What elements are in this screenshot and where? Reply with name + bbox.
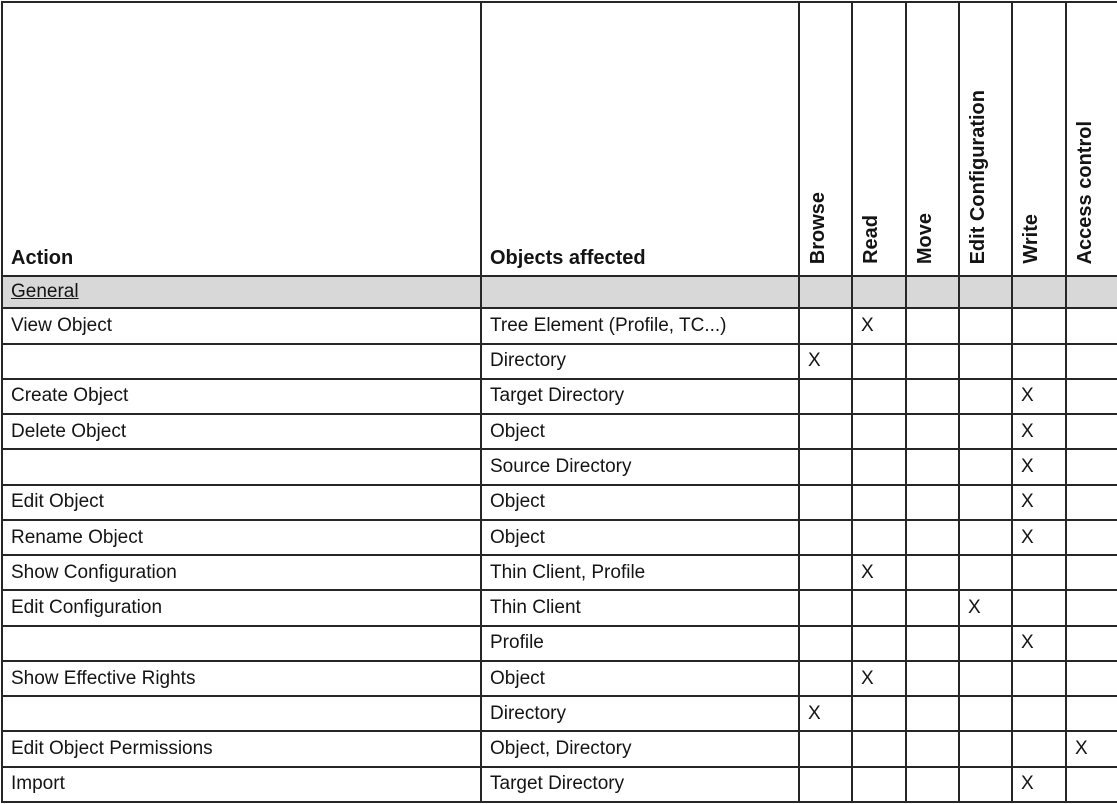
action-cell: Show Effective Rights: [2, 661, 481, 696]
column-header-move-label: Move: [914, 212, 936, 264]
mark-cell-read: X: [852, 308, 906, 343]
mark-cell-move: [906, 696, 959, 731]
objects-cell: Object: [481, 414, 799, 449]
mark-cell-read: X: [852, 555, 906, 590]
column-header-move: [906, 2, 959, 276]
mark-cell-edit_configuration: [959, 344, 1012, 379]
mark-cell-move: [906, 414, 959, 449]
mark-cell-read: [852, 485, 906, 520]
mark-cell-edit_configuration: [959, 449, 1012, 484]
mark-cell-write: X: [1012, 414, 1066, 449]
section-empty-cell: [959, 276, 1012, 308]
column-header-edit-configuration: [959, 2, 1012, 276]
objects-cell: Thin Client, Profile: [481, 555, 799, 590]
table-row: [2, 520, 1117, 555]
column-header-access-control: [1066, 2, 1117, 276]
action-cell: [2, 696, 481, 731]
mark-cell-write: [1012, 555, 1066, 590]
mark-cell-access_control: X: [1066, 731, 1117, 766]
mark-cell-write: X: [1012, 379, 1066, 414]
table-row: [2, 379, 1117, 414]
mark-cell-access_control: [1066, 344, 1117, 379]
mark-cell-browse: [799, 520, 852, 555]
mark-cell-read: [852, 344, 906, 379]
objects-cell: Target Directory: [481, 767, 799, 802]
column-header-action: Action: [2, 2, 481, 276]
action-cell: Show Configuration: [2, 555, 481, 590]
mark-cell-read: [852, 731, 906, 766]
mark-cell-read: [852, 626, 906, 661]
column-header-browse-label: Browse: [807, 191, 829, 264]
mark-cell-write: [1012, 308, 1066, 343]
mark-cell-move: [906, 590, 959, 625]
mark-cell-browse: [799, 379, 852, 414]
section-row-general: [2, 276, 1117, 308]
mark-cell-move: [906, 308, 959, 343]
mark-cell-write: [1012, 344, 1066, 379]
table-row: [2, 696, 1117, 731]
table-row: [2, 590, 1117, 625]
mark-cell-move: [906, 449, 959, 484]
mark-cell-move: [906, 767, 959, 802]
mark-cell-read: [852, 414, 906, 449]
mark-cell-browse: [799, 590, 852, 625]
mark-cell-write: [1012, 696, 1066, 731]
mark-cell-read: [852, 590, 906, 625]
mark-cell-browse: [799, 626, 852, 661]
action-cell: Rename Object: [2, 520, 481, 555]
mark-cell-edit_configuration: [959, 485, 1012, 520]
table-row: [2, 344, 1117, 379]
mark-cell-move: [906, 344, 959, 379]
mark-cell-write: X: [1012, 520, 1066, 555]
mark-cell-move: [906, 661, 959, 696]
mark-cell-edit_configuration: [959, 555, 1012, 590]
mark-cell-access_control: [1066, 696, 1117, 731]
objects-cell: Target Directory: [481, 379, 799, 414]
table-row: [2, 555, 1117, 590]
mark-cell-edit_configuration: [959, 626, 1012, 661]
mark-cell-access_control: [1066, 308, 1117, 343]
section-empty-cell: [799, 276, 852, 308]
objects-cell: Directory: [481, 696, 799, 731]
column-header-read: [852, 2, 906, 276]
mark-cell-access_control: [1066, 555, 1117, 590]
objects-cell: Object: [481, 520, 799, 555]
objects-cell: Thin Client: [481, 590, 799, 625]
table-row: [2, 414, 1117, 449]
table-row: [2, 661, 1117, 696]
mark-cell-browse: [799, 555, 852, 590]
mark-cell-access_control: [1066, 449, 1117, 484]
objects-cell: Profile: [481, 626, 799, 661]
mark-cell-edit_configuration: [959, 767, 1012, 802]
action-cell: Import: [2, 767, 481, 802]
column-header-edit-configuration-label: Edit Configuration: [967, 89, 989, 264]
mark-cell-read: [852, 449, 906, 484]
mark-cell-browse: [799, 485, 852, 520]
mark-cell-access_control: [1066, 485, 1117, 520]
mark-cell-access_control: [1066, 590, 1117, 625]
mark-cell-write: X: [1012, 626, 1066, 661]
mark-cell-edit_configuration: [959, 661, 1012, 696]
mark-cell-move: [906, 485, 959, 520]
action-cell: [2, 449, 481, 484]
table-row: [2, 731, 1117, 766]
mark-cell-read: X: [852, 661, 906, 696]
objects-cell: Object: [481, 485, 799, 520]
mark-cell-edit_configuration: [959, 696, 1012, 731]
mark-cell-write: [1012, 731, 1066, 766]
action-cell: Edit Object: [2, 485, 481, 520]
mark-cell-edit_configuration: [959, 379, 1012, 414]
mark-cell-browse: [799, 767, 852, 802]
column-header-access-control-label: Access control: [1074, 120, 1096, 264]
objects-cell: Tree Element (Profile, TC...): [481, 308, 799, 343]
mark-cell-access_control: [1066, 379, 1117, 414]
mark-cell-access_control: [1066, 626, 1117, 661]
table-row: [2, 485, 1117, 520]
column-header-write-label: Write: [1020, 214, 1042, 264]
action-cell: Edit Object Permissions: [2, 731, 481, 766]
mark-cell-write: X: [1012, 485, 1066, 520]
mark-cell-move: [906, 626, 959, 661]
mark-cell-access_control: [1066, 414, 1117, 449]
action-cell: Create Object: [2, 379, 481, 414]
mark-cell-read: [852, 520, 906, 555]
mark-cell-write: [1012, 661, 1066, 696]
mark-cell-move: [906, 731, 959, 766]
mark-cell-browse: [799, 414, 852, 449]
table-row: [2, 767, 1117, 802]
mark-cell-read: [852, 767, 906, 802]
action-cell: [2, 344, 481, 379]
table-row: [2, 626, 1117, 661]
mark-cell-access_control: [1066, 767, 1117, 802]
table-header-row: [2, 2, 1117, 276]
permissions-matrix-table: [1, 1, 1117, 803]
mark-cell-read: [852, 696, 906, 731]
mark-cell-access_control: [1066, 661, 1117, 696]
column-header-read-label: Read: [860, 215, 882, 264]
table-row: [2, 449, 1117, 484]
mark-cell-browse: [799, 449, 852, 484]
mark-cell-edit_configuration: [959, 731, 1012, 766]
action-cell: [2, 626, 481, 661]
mark-cell-browse: [799, 661, 852, 696]
mark-cell-edit_configuration: [959, 520, 1012, 555]
mark-cell-write: X: [1012, 449, 1066, 484]
mark-cell-move: [906, 555, 959, 590]
action-cell: Edit Configuration: [2, 590, 481, 625]
section-empty-cell: [852, 276, 906, 308]
mark-cell-browse: [799, 308, 852, 343]
column-header-objects-affected: Objects affected: [481, 2, 799, 276]
mark-cell-access_control: [1066, 520, 1117, 555]
mark-cell-browse: X: [799, 696, 852, 731]
mark-cell-move: [906, 379, 959, 414]
section-empty-cell: [1012, 276, 1066, 308]
section-empty-cell: [481, 276, 799, 308]
section-empty-cell: [1066, 276, 1117, 308]
column-header-browse: [799, 2, 852, 276]
objects-cell: Directory: [481, 344, 799, 379]
mark-cell-move: [906, 520, 959, 555]
section-empty-cell: [906, 276, 959, 308]
mark-cell-write: [1012, 590, 1066, 625]
objects-cell: Object: [481, 661, 799, 696]
mark-cell-write: X: [1012, 767, 1066, 802]
objects-cell: Source Directory: [481, 449, 799, 484]
mark-cell-browse: [799, 731, 852, 766]
mark-cell-edit_configuration: [959, 308, 1012, 343]
objects-cell: Object, Directory: [481, 731, 799, 766]
section-label: General: [2, 276, 481, 308]
mark-cell-read: [852, 379, 906, 414]
action-cell: Delete Object: [2, 414, 481, 449]
table-row: [2, 308, 1117, 343]
column-header-write: [1012, 2, 1066, 276]
action-cell: View Object: [2, 308, 481, 343]
mark-cell-edit_configuration: X: [959, 590, 1012, 625]
mark-cell-browse: X: [799, 344, 852, 379]
mark-cell-edit_configuration: [959, 414, 1012, 449]
